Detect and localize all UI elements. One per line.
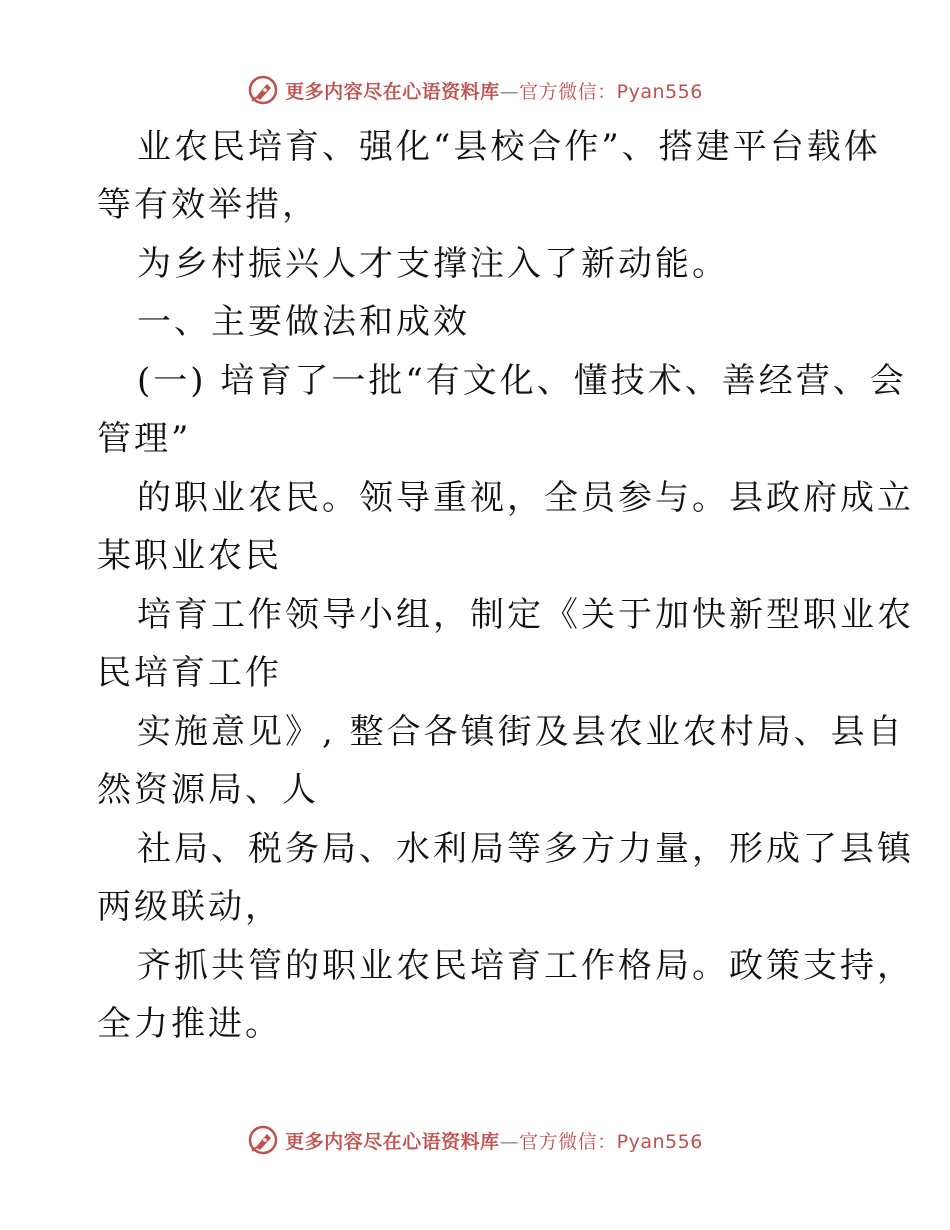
watermark-separator: —: [499, 80, 520, 103]
text-line: 等有效举措，: [97, 185, 319, 225]
text-line: 全力推进。: [97, 1004, 282, 1044]
text-line: 两级联动，: [97, 887, 282, 927]
watermark-separator: —: [499, 1130, 520, 1153]
subsection-heading: (一) 培育了一批“有文化、懂技术、善经营、会: [137, 361, 907, 401]
section-heading: 一、主要做法和成效: [137, 302, 470, 342]
watermark-main-text: 更多内容尽在心语资料库: [285, 1130, 500, 1153]
text-line: 某职业农民: [97, 536, 282, 576]
watermark-main-text: 更多内容尽在心语资料库: [285, 80, 500, 103]
pen-nib-logo-icon: [247, 74, 279, 106]
header-watermark: [0, 70, 950, 110]
text-line: 民培育工作: [97, 653, 282, 693]
text-line: 社局、税务局、水利局等多方力量，形成了县镇: [137, 829, 914, 869]
text-line: 的职业农民。领导重视，全员参与。县政府成立: [137, 478, 914, 518]
text-line: 然资源局、人: [97, 770, 319, 810]
watermark-text: [285, 77, 703, 104]
text-line: 培育工作领导小组，制定《关于加快新型职业农: [137, 595, 914, 635]
text-line: 为乡村振兴人才支撑注入了新动能。: [137, 244, 729, 284]
text-line: 实施意见》, 整合各镇街及县农业农村局、县自: [137, 712, 905, 752]
pen-nib-logo-icon: [247, 1124, 279, 1156]
footer-watermark: [0, 1120, 950, 1160]
text-line: 管理”: [97, 419, 192, 459]
text-line: 齐抓共管的职业农民培育工作格局。政策支持，: [137, 946, 914, 986]
watermark-wechat-text: 官方微信：Pyan556: [519, 80, 703, 103]
text-line: 业农民培育、强化“县校合作”、搭建平台载体: [137, 127, 881, 167]
watermark-wechat-text: 官方微信：Pyan556: [519, 1130, 703, 1153]
watermark-text: [285, 1127, 703, 1154]
